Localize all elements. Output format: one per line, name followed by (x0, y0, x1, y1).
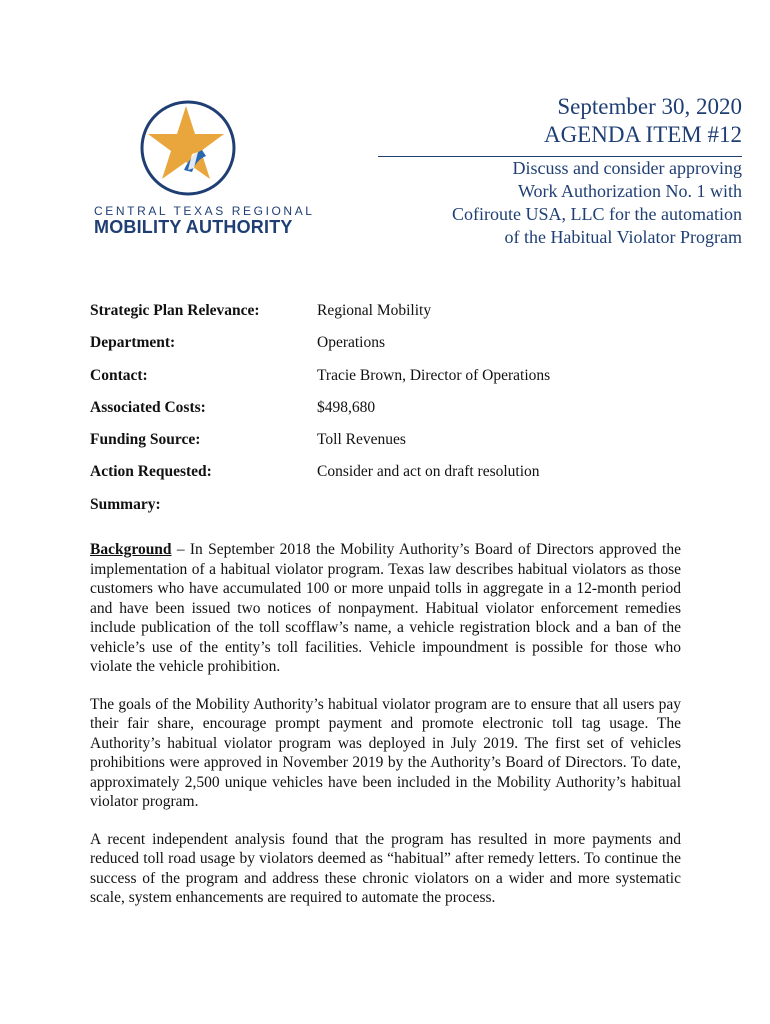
logo-text-line1: CENTRAL TEXAS REGIONAL (94, 204, 315, 218)
analysis-paragraph: A recent independent analysis found that the program has resulted in more payments and reduced toll road usage by violators deemed as “habitual” after remedy letters. To continue the success of the program and address these chronic violators on a wider and more systematic scale, system enhancements are required to automate the process. (90, 830, 681, 906)
field-value: Tracie Brown, Director of Operations (317, 366, 551, 384)
field-label: Funding Source: (90, 431, 201, 449)
background-label: Background (90, 541, 172, 558)
field-value: Operations (317, 334, 386, 352)
field-action-requested (90, 463, 690, 495)
subject-line: Cofiroute USA, LLC for the automation (452, 204, 742, 224)
star-road-emblem-icon (132, 98, 244, 198)
background-text: – In September 2018 the Mobility Authority’s Board of Directors approved the implementation of a habitual violator program. Texas law describes habitual violators as those customers who have accumulated 100 or more unpaid tolls in aggregate in a 12-month period and have been issued two notices of nonpayment. Habitual violator enforcement remedies include publication of the toll scofflaw’s name, a vehicle registration block and a ban of the vehicle’s use of the entity’s toll facilities. Vehicle impoundment is possible for those who violate the vehicle prohibition. (90, 541, 681, 675)
agenda-header (544, 93, 742, 149)
field-funding-source (90, 431, 690, 463)
field-value: $498,680 (317, 398, 376, 416)
summary-body (90, 540, 681, 926)
field-strategic-plan (90, 302, 690, 334)
agenda-item-number: AGENDA ITEM #12 (543, 122, 742, 147)
field-label: Action Requested: (90, 463, 212, 481)
field-contact (90, 367, 690, 399)
field-label: Associated Costs: (90, 398, 206, 416)
field-value: Regional Mobility (317, 302, 432, 319)
field-value: Toll Revenues (317, 431, 406, 449)
background-paragraph (90, 540, 681, 677)
agenda-subject (362, 157, 742, 249)
logo-text-line2: MOBILITY AUTHORITY (94, 217, 293, 237)
subject-line: Work Authorization No. 1 with (517, 181, 742, 201)
subject-line: Discuss and consider approving (512, 158, 742, 178)
subject-line: of the Habitual Violator Program (504, 227, 742, 247)
field-label: Department: (90, 334, 176, 352)
field-label: Strategic Plan Relevance: (90, 302, 260, 319)
field-value: Consider and act on draft resolution (317, 463, 540, 481)
summary-heading: Summary: (90, 496, 161, 513)
goals-paragraph: The goals of the Mobility Authority’s habitual violator program are to ensure that all users pay their fair share, encourage prompt payment and promote electronic toll tag usage. The Authority’s habitual violator program was deployed in July 2019. The first set of vehicles prohibitions were approved in November 2019 by the Authority’s Board of Directors. To date, approximately 2,500 unique vehicles have been included in the Mobility Authority’s habitual violator program. (90, 695, 681, 810)
agenda-fields (90, 302, 690, 496)
field-department (90, 334, 690, 366)
field-label: Contact: (90, 366, 148, 384)
mobility-authority-logo (92, 98, 315, 243)
field-associated-costs (90, 399, 690, 431)
meeting-date: September 30, 2020 (557, 94, 742, 119)
